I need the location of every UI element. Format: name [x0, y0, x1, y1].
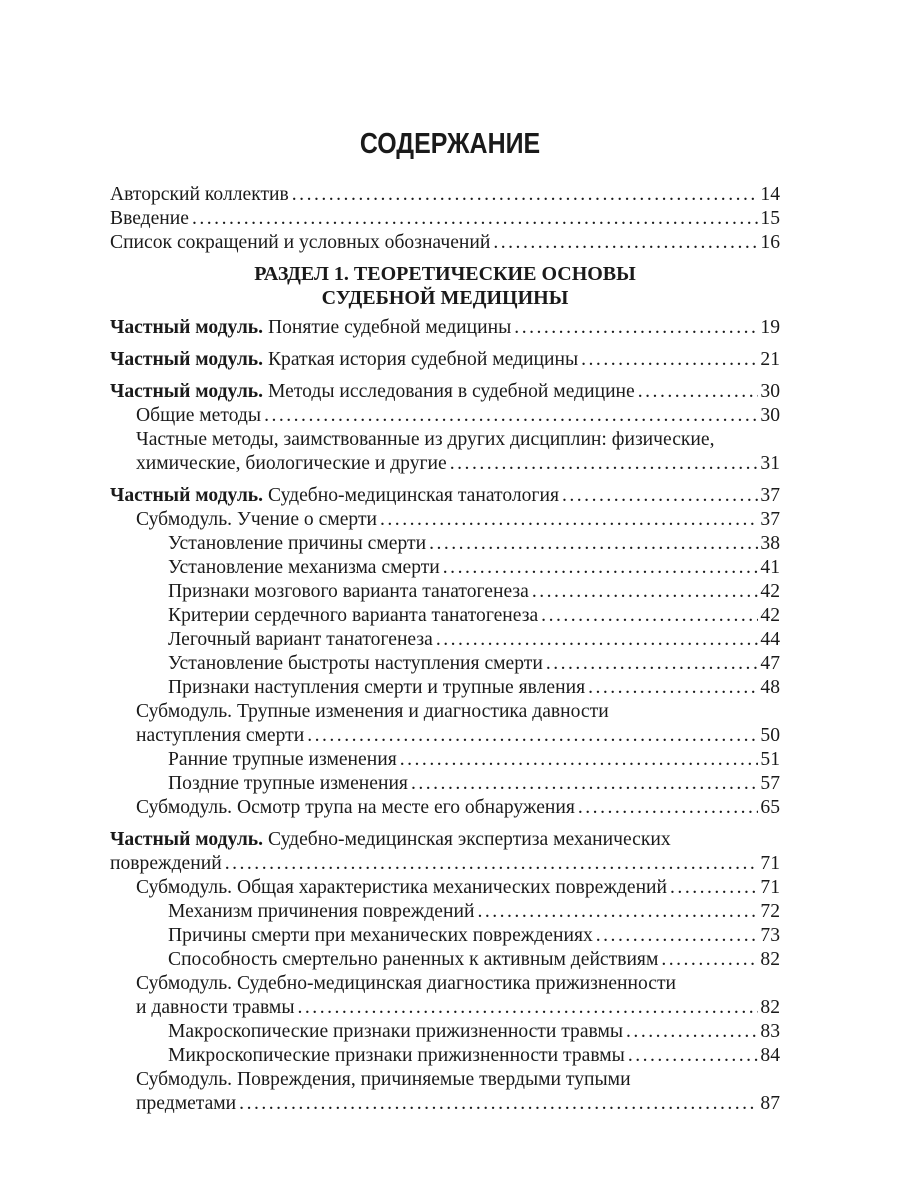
toc-entry-text: Авторский коллектив — [110, 184, 289, 205]
toc-entry-text: Причины смерти при механических повреждениях — [168, 925, 593, 946]
dot-leader — [532, 580, 759, 604]
toc-page-number: 44 — [760, 629, 780, 650]
dot-leader — [239, 1092, 758, 1116]
toc-subentry[interactable] — [168, 900, 780, 924]
toc-entry-text: Судебно-медицинская экспертиза механических — [267, 829, 671, 850]
dot-leader — [562, 484, 758, 508]
toc-page-number: 51 — [760, 749, 780, 770]
toc-entry-authors[interactable] — [110, 183, 780, 207]
toc-entry-text: Способность смертельно раненных к активным действиям — [168, 949, 659, 970]
toc-submodule-entry[interactable] — [136, 876, 780, 900]
toc-submodule-entry[interactable] — [136, 796, 780, 820]
toc-entry-text: предметами — [136, 1093, 237, 1114]
dot-leader — [514, 316, 758, 340]
section-heading-line1: РАЗДЕЛ 1. ТЕОРЕТИЧЕСКИЕ ОСНОВЫ — [254, 263, 636, 285]
dot-leader — [670, 876, 758, 900]
toc-subentry[interactable] — [168, 628, 780, 652]
toc-entry-text: Субмодуль. Осмотр трупа на месте его обнаружения — [136, 797, 575, 818]
toc-page-number: 31 — [760, 453, 780, 474]
toc-entry-text: Общие методы — [136, 405, 262, 426]
toc-entry-text: Критерии сердечного варианта танатогенеза — [168, 605, 539, 626]
toc-page-number: 21 — [760, 349, 780, 370]
toc-page-number: 71 — [760, 853, 780, 874]
toc-entry-text: Методы исследования в судебной медицине — [267, 381, 635, 402]
toc-subentry[interactable] — [168, 772, 780, 796]
toc-subentry[interactable] — [168, 1044, 780, 1068]
toc-entry-text: наступления смерти — [136, 725, 305, 746]
dot-leader — [578, 796, 759, 820]
toc-submodule-continuation[interactable] — [136, 1092, 780, 1116]
toc-subentry[interactable] — [168, 676, 780, 700]
toc-page-number: 47 — [760, 653, 780, 674]
toc-page-number: 83 — [760, 1021, 780, 1042]
toc-subentry[interactable] — [168, 1020, 780, 1044]
dot-leader — [225, 852, 759, 876]
toc-subentry[interactable] — [136, 404, 780, 428]
toc-entry-text: Субмодуль. Учение о смерти — [136, 509, 378, 530]
toc-entry-text: повреждений — [110, 853, 222, 874]
toc-page-number: 19 — [760, 317, 780, 338]
toc-entry-text: Легочный вариант танатогенеза — [168, 629, 433, 650]
toc-subentry-continuation[interactable] — [136, 452, 780, 476]
toc-module-line[interactable] — [110, 828, 780, 852]
dot-leader — [596, 924, 759, 948]
toc-entry-text: Поздние трупные изменения — [168, 773, 408, 794]
toc-entry-text: Признаки мозгового варианта танатогенеза — [168, 581, 529, 602]
toc-submodule-line[interactable]: Субмодуль. Повреждения, причиняемые твердыми тупыми — [136, 1069, 631, 1090]
module-label: Частный модуль. — [110, 485, 264, 506]
toc-entry-text: Установление причины смерти — [168, 533, 427, 554]
toc-subentry[interactable] — [168, 556, 780, 580]
toc-entry-text: и давности травмы — [136, 997, 295, 1018]
dot-leader — [626, 1020, 758, 1044]
dot-leader — [292, 183, 759, 207]
toc-subentry[interactable] — [168, 604, 780, 628]
dot-leader — [400, 748, 759, 772]
dot-leader — [307, 724, 758, 748]
toc-entry-text: Субмодуль. Общая характеристика механических повреждений — [136, 877, 668, 898]
toc-entry-text: Микроскопические признаки прижизненности травмы — [168, 1045, 625, 1066]
toc-page-number: 65 — [760, 797, 780, 818]
toc-page-number: 84 — [760, 1045, 780, 1066]
module-label: Частный модуль. — [110, 381, 264, 402]
section-heading-line2: СУДЕБНОЙ МЕДИЦИНЫ — [321, 287, 569, 309]
toc-module-continuation[interactable] — [110, 852, 780, 876]
toc-entry-text: Понятие судебной медицины — [267, 317, 512, 338]
toc-entry-abbreviations[interactable] — [110, 231, 780, 255]
toc-submodule-line[interactable]: Субмодуль. Трупные изменения и диагностика давности — [136, 701, 609, 722]
toc-entry-text: химические, биологические и другие — [136, 453, 447, 474]
module-label: Частный модуль. — [110, 317, 264, 338]
toc-page-number: 71 — [760, 877, 780, 898]
module-label: Частный модуль. — [110, 349, 264, 370]
toc-entry-text: Список сокращений и условных обозначений — [110, 232, 491, 253]
toc-page-number: 57 — [760, 773, 780, 794]
toc-page-number: 72 — [760, 901, 780, 922]
toc-entry-introduction[interactable] — [110, 207, 780, 231]
toc-subentry-line[interactable]: Частные методы, заимствованные из других дисциплин: физические, — [136, 429, 715, 450]
toc-entry-text: Признаки наступления смерти и трупные явления — [168, 677, 586, 698]
toc-entry-text: Краткая история судебной медицины — [267, 349, 579, 370]
dot-leader — [411, 772, 758, 796]
dot-leader — [541, 604, 758, 628]
toc-submodule-continuation[interactable] — [136, 724, 780, 748]
toc-entry-text: Установление механизма смерти — [168, 557, 440, 578]
toc-page-number: 87 — [760, 1093, 780, 1114]
table-of-contents — [110, 183, 780, 1116]
toc-page-number: 82 — [760, 949, 780, 970]
toc-module-entry[interactable] — [110, 316, 780, 340]
toc-entry-text: Механизм причинения повреждений — [168, 901, 475, 922]
toc-page-number: 37 — [760, 485, 780, 506]
dot-leader — [661, 948, 758, 972]
toc-entry-text: Введение — [110, 208, 189, 229]
dot-leader — [477, 900, 758, 924]
dot-leader — [638, 380, 759, 404]
module-label: Частный модуль. — [110, 829, 264, 850]
toc-subentry[interactable] — [168, 652, 780, 676]
toc-entry-text: Макроскопические признаки прижизненности травмы — [168, 1021, 624, 1042]
page-title: СОДЕРЖАНИЕ — [359, 128, 541, 160]
toc-subentry[interactable] — [168, 532, 780, 556]
dot-leader — [298, 996, 759, 1020]
dot-leader — [429, 532, 758, 556]
toc-entry-text: Судебно-медицинская танатология — [267, 485, 559, 506]
toc-subentry[interactable] — [168, 580, 780, 604]
toc-module-entry[interactable] — [110, 484, 780, 508]
dot-leader — [264, 404, 758, 428]
toc-page-number: 82 — [760, 997, 780, 1018]
toc-page-number: 42 — [760, 581, 780, 602]
toc-subentry[interactable] — [168, 924, 780, 948]
toc-page-number: 16 — [760, 232, 780, 253]
toc-page-number: 50 — [760, 725, 780, 746]
toc-submodule-line[interactable]: Субмодуль. Судебно-медицинская диагностика прижизненности — [136, 973, 677, 994]
toc-module-entry[interactable] — [110, 348, 780, 372]
toc-entry-text: Установление быстроты наступления смерти — [168, 653, 543, 674]
toc-page-number: 14 — [760, 184, 780, 205]
dot-leader — [443, 556, 759, 580]
toc-page-number: 42 — [760, 605, 780, 626]
toc-entry-text: Ранние трупные изменения — [168, 749, 397, 770]
dot-leader — [493, 231, 758, 255]
dot-leader — [546, 652, 759, 676]
dot-leader — [450, 452, 759, 476]
toc-page-number: 37 — [760, 509, 780, 530]
toc-submodule-continuation[interactable] — [136, 996, 780, 1020]
dot-leader — [588, 676, 758, 700]
toc-page-number: 30 — [760, 405, 780, 426]
toc-page-number: 48 — [760, 677, 780, 698]
toc-page-number: 38 — [760, 533, 780, 554]
dot-leader — [436, 628, 759, 652]
toc-module-entry[interactable] — [110, 380, 780, 404]
toc-page-number: 15 — [760, 208, 780, 229]
dot-leader — [628, 1044, 759, 1068]
toc-subentry[interactable] — [168, 948, 780, 972]
dot-leader — [581, 348, 758, 372]
toc-subentry[interactable] — [168, 748, 780, 772]
section-heading — [110, 262, 780, 310]
toc-submodule-entry[interactable] — [136, 508, 780, 532]
dot-leader — [380, 508, 758, 532]
toc-page-number: 41 — [760, 557, 780, 578]
toc-page-number: 30 — [760, 381, 780, 402]
dot-leader — [192, 207, 758, 231]
toc-page-number: 73 — [760, 925, 780, 946]
